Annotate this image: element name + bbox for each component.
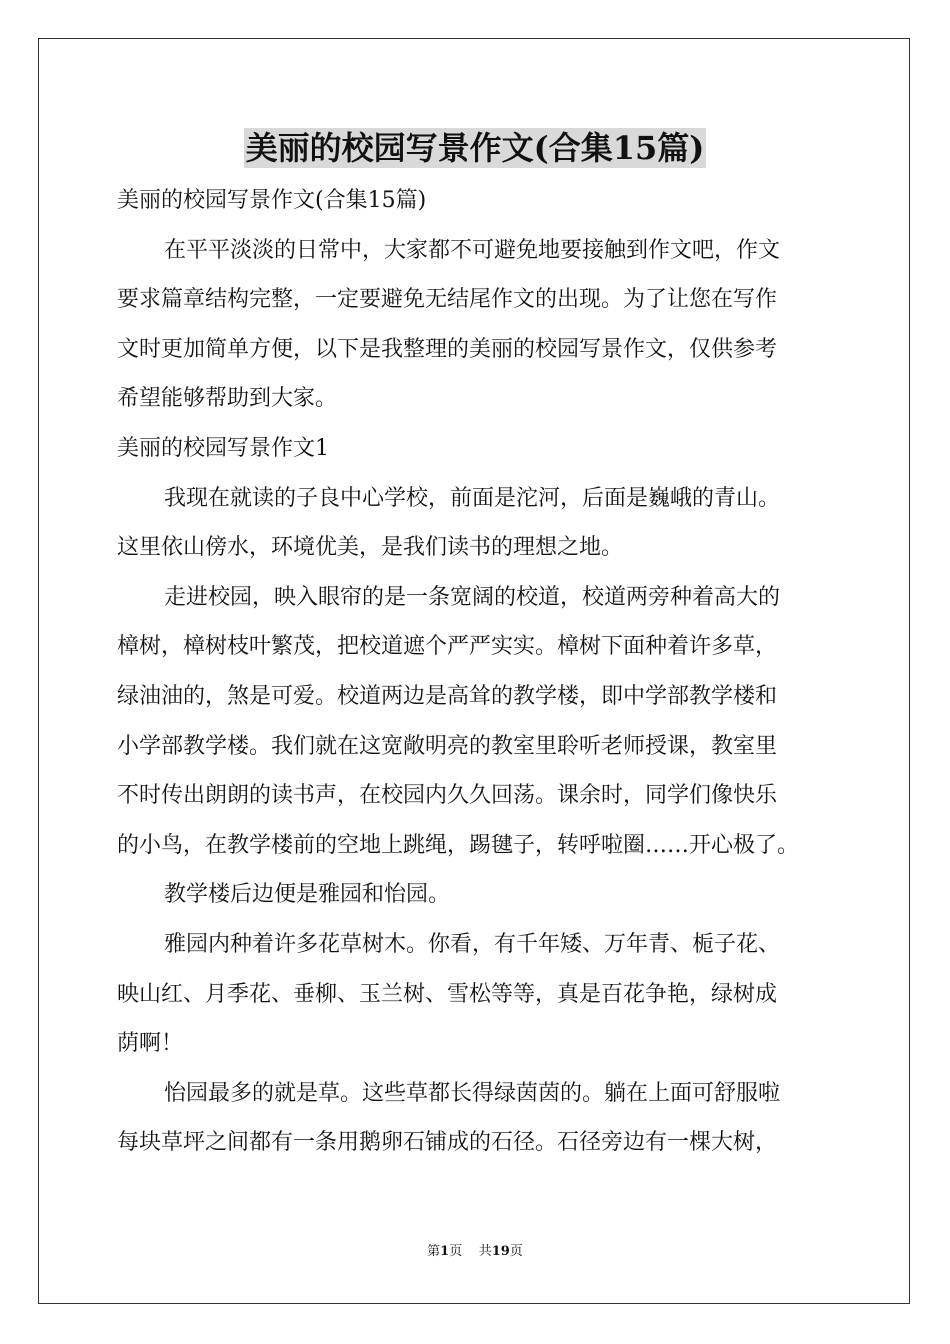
text-line: 荫啊！: [117, 1031, 184, 1057]
text-line: 每块草坪之间都有一条用鹅卵石铺成的石径。石径旁边有一棵大树，: [117, 1130, 778, 1156]
text-line: 教学楼后边便是雅园和怡园。: [164, 882, 451, 908]
text-line: 樟树，樟树枝叶繁茂，把校道遮个严严实实。樟树下面种着许多草，: [117, 634, 778, 660]
text-line: 希望能够帮助到大家。: [117, 386, 338, 412]
title-wrap: [0, 128, 950, 168]
total-prefix: 共: [478, 1244, 492, 1259]
text-line: 要求篇章结构完整，一定要避免无结尾作文的出现。为了让您在写作: [117, 287, 778, 313]
text-line: 在平平淡淡的日常中，大家都不可避免地要接触到作文吧，作文: [164, 237, 781, 263]
text-line: 的小鸟，在教学楼前的空地上跳绳，踢毽子，转呼啦圈……开心极了。: [117, 832, 800, 858]
text-line: 走进校园，映入眼帘的是一条宽阔的校道，校道两旁种着高大的: [164, 584, 781, 610]
page-prefix: 第: [427, 1244, 441, 1259]
text-line: 我现在就读的子良中心学校，前面是沱河，后面是巍峨的青山。: [164, 485, 781, 511]
text-line: 这里依山傍水，环境优美，是我们读书的理想之地。: [117, 535, 624, 561]
document-body: [117, 176, 845, 1168]
page-number: 1: [440, 1244, 450, 1259]
total-pages: 19: [491, 1244, 510, 1259]
section-heading: 美丽的校园写景作文1: [117, 435, 329, 461]
page-footer: [0, 1242, 950, 1262]
text-line: 绿油油的，煞是可爱。校道两边是高耸的教学楼，即中学部教学楼和: [117, 683, 778, 709]
document-title: 美丽的校园写景作文(合集15篇): [245, 129, 705, 167]
text-line: 小学部教学楼。我们就在这宽敞明亮的教室里聆听老师授课，教室里: [117, 733, 778, 759]
text-line: 美丽的校园写景作文(合集15篇): [117, 188, 427, 213]
page-suffix: 页: [449, 1244, 463, 1259]
text-line: 雅园内种着许多花草树木。你看，有千年矮、万年青、栀子花、: [164, 931, 781, 957]
text-line: 文时更加简单方便，以下是我整理的美丽的校园写景作文，仅供参考: [117, 336, 778, 362]
text-line: 怡园最多的就是草。这些草都长得绿茵茵的。躺在上面可舒服啦: [164, 1080, 781, 1106]
text-line: 不时传出朗朗的读书声，在校园内久久回荡。课余时，同学们像快乐: [117, 783, 778, 809]
total-suffix: 页: [509, 1244, 523, 1259]
text-line: 映山红、月季花、垂柳、玉兰树、雪松等等，真是百花争艳，绿树成: [117, 981, 778, 1007]
